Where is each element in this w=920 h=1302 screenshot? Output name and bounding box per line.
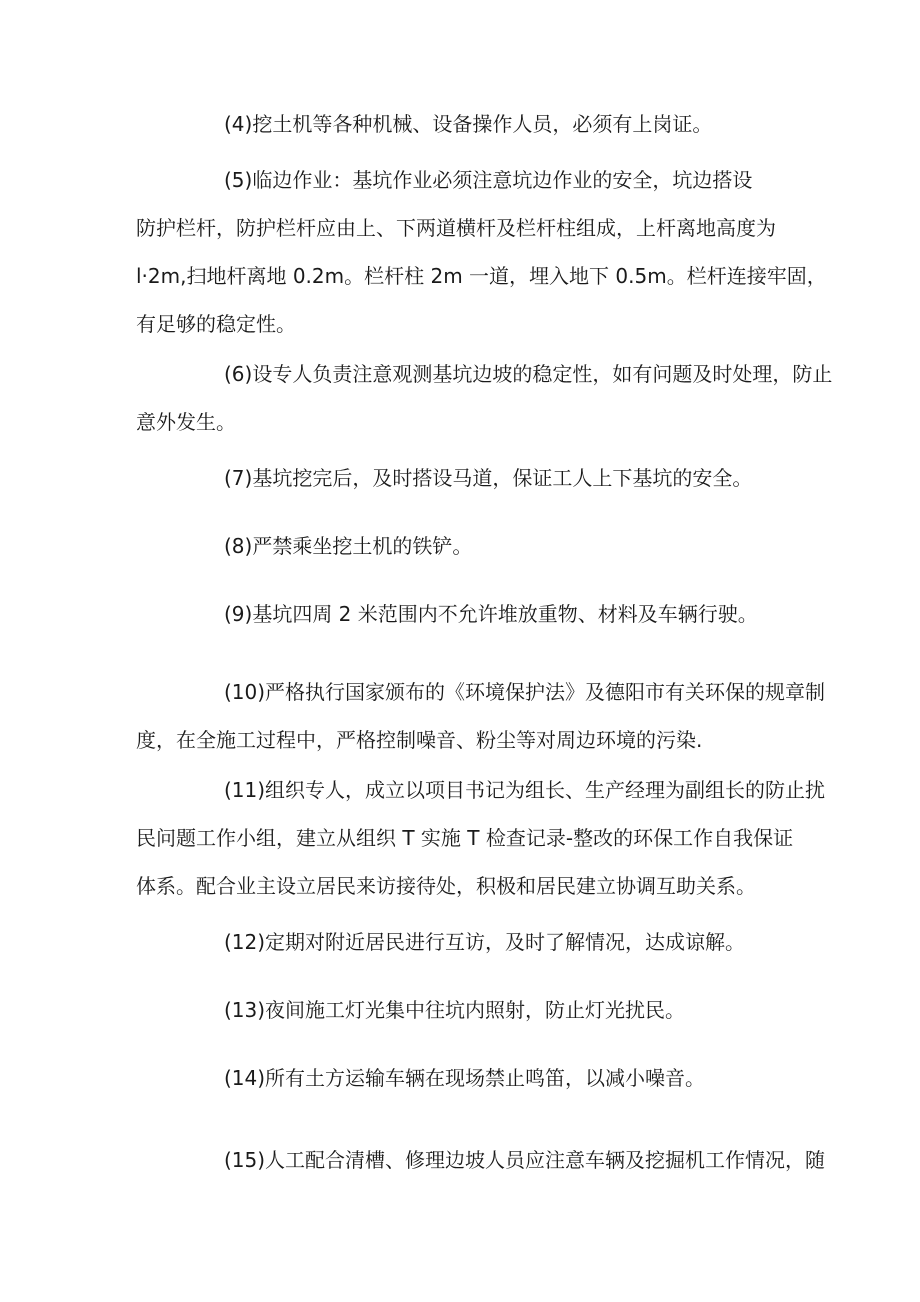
paragraph-line: (14)所有土方运输车辆在现场禁止鸣笛，以减小噪音。 — [224, 1066, 706, 1090]
paragraph-line: 有足够的稳定性。 — [136, 312, 296, 336]
paragraph-line: 民问题工作小组，建立从组织 T 实施 T 检查记录-整改的环保工作自我保证 — [136, 826, 794, 850]
paragraph-5 — [136, 156, 827, 348]
paragraph-6 — [136, 350, 833, 446]
paragraph-line: (9)基坑四周 2 米范围内不允许堆放重物、材料及车辆行驶。 — [224, 602, 758, 626]
paragraph-line: (4)挖土机等各种机械、设备操作人员，必须有上岗证。 — [224, 112, 713, 136]
paragraph-line: (12)定期对附近居民进行互访，及时了解情况，达成谅解。 — [224, 930, 746, 954]
paragraph-line: 度，在全施工过程中，严格控制噪音、粉尘等对周边环境的污染. — [136, 728, 703, 752]
paragraph-7 — [136, 454, 796, 502]
paragraph-9 — [136, 590, 796, 638]
paragraph-line: (11)组织专人，成立以项目书记为组长、生产经理为副组长的防止扰 — [224, 778, 826, 802]
paragraph-14 — [136, 1054, 796, 1102]
paragraph-line: (13)夜间施工灯光集中往坑内照射，防止灯光扰民。 — [224, 998, 686, 1022]
paragraph-15 — [136, 1136, 826, 1184]
paragraph-line: 意外发生。 — [136, 410, 236, 434]
paragraph-line: (5)临边作业：基坑作业必须注意坑边作业的安全，坑边搭设 — [224, 168, 753, 192]
paragraph-line: 体系。配合业主设立居民来访接待处，积极和居民建立协调互助关系。 — [136, 874, 756, 898]
paragraph-10 — [136, 668, 826, 764]
paragraph-line: (7)基坑挖完后，及时搭设马道，保证工人上下基坑的安全。 — [224, 466, 753, 490]
paragraph-8 — [136, 522, 796, 570]
paragraph-line: l·2m,扫地杆离地 0.2m。栏杆柱 2m 一道，埋入地下 0.5m。栏杆连接牢固， — [136, 264, 827, 288]
paragraph-12 — [136, 918, 796, 966]
paragraph-13 — [136, 986, 796, 1034]
paragraph-4 — [136, 100, 796, 148]
paragraph-line: (8)严禁乘坐挖土机的铁铲。 — [224, 534, 473, 558]
paragraph-line: (15)人工配合清槽、修理边坡人员应注意车辆及挖掘机工作情况，随 — [224, 1148, 826, 1172]
paragraph-11 — [136, 766, 826, 910]
paragraph-line: (6)设专人负责注意观测基坑边坡的稳定性，如有问题及时处理，防止 — [224, 362, 833, 386]
paragraph-line: (10)严格执行国家颁布的《环境保护法》及德阳市有关环保的规章制 — [224, 680, 826, 704]
paragraph-line: 防护栏杆，防护栏杆应由上、下两道横杆及栏杆柱组成，上杆离地高度为 — [136, 216, 776, 240]
